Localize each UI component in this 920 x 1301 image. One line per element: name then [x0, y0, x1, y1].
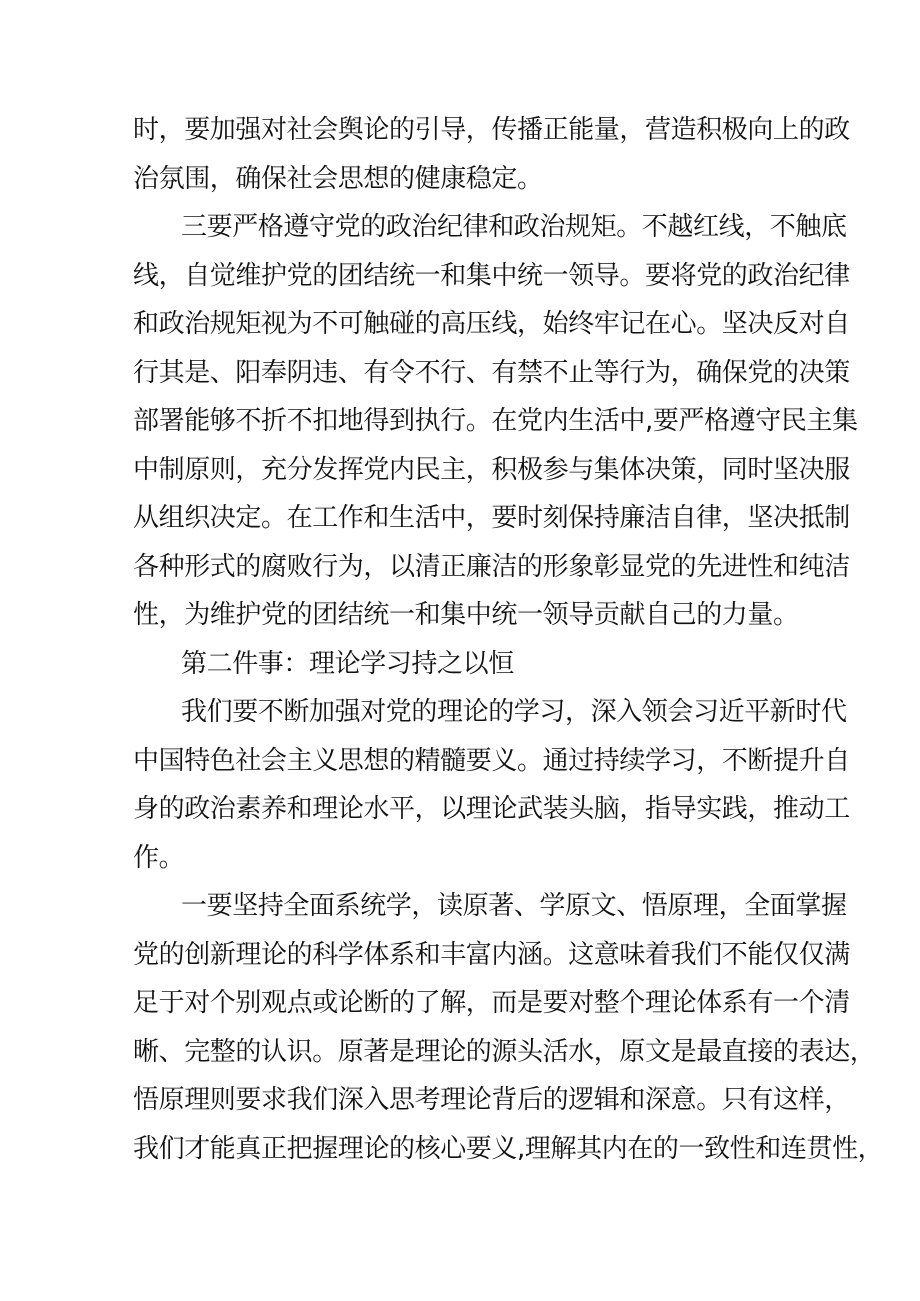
text-line: 治氛围，确保社会思想的健康稳定。	[133, 163, 543, 194]
text-line: 部署能够不折不扣地得到执行。在党内生活中,要严格遵守民主集	[133, 406, 858, 436]
text-line: 中国特色社会主义思想的精髓要义。通过持续学习，不断提升自	[133, 745, 850, 776]
text-line: 中制原则，充分发挥党内民主，积极参与集体决策，同时坚决服	[133, 454, 850, 485]
text-line: 晰、完整的认识。原著是理论的源头活水，原文是最直接的表达，	[133, 1036, 876, 1067]
text-line: 我们才能真正把握理论的核心要义,理解其内在的一致性和连贯性，	[133, 1133, 884, 1164]
body-text	[133, 106, 884, 1173]
paragraph-start-line: 三要严格遵守党的政治纪律和政治规矩。不越红线，不触底	[181, 212, 847, 242]
section-heading: 第二件事：理论学习持之以恒	[181, 648, 514, 679]
text-line: 作。	[133, 842, 185, 873]
text-line: 各种形式的腐败行为，以清正廉洁的形象彰显党的先进性和纯洁	[133, 551, 850, 582]
text-line: 性，为维护党的团结统一和集中统一领导贡献自己的力量。	[133, 600, 799, 630]
text-line: 行其是、阳奉阴违、有令不行、有禁不止等行为，确保党的决策	[133, 357, 850, 388]
text-line: 悟原理则要求我们深入思考理论背后的逻辑和深意。只有这样，	[133, 1085, 850, 1115]
text-line: 足于对个别观点或论断的了解，而是要对整个理论体系有一个清	[133, 988, 850, 1018]
text-line: 身的政治素养和理论水平，以理论武装头脑，指导实践，推动工	[133, 794, 850, 824]
paragraph-start-line: 我们要不断加强对党的理论的学习，深入领会习近平新时代	[181, 697, 847, 727]
text-line: 时，要加强对社会舆论的引导，传播正能量，营造积极向上的政	[133, 115, 850, 145]
text-line: 从组织决定。在工作和生活中，要时刻保持廉洁自律，坚决抵制	[133, 503, 850, 533]
text-line: 和政治规矩视为不可触碰的高压线，始终牢记在心。坚决反对自	[133, 309, 850, 339]
paragraph-start-line: 一要坚持全面系统学，读原著、学原文、悟原理，全面掌握	[181, 891, 847, 921]
text-line: 党的创新理论的科学体系和丰富内涵。这意味着我们不能仅仅满	[133, 939, 850, 970]
text-line: 线，自觉维护党的团结统一和集中统一领导。要将党的政治纪律	[133, 260, 850, 291]
